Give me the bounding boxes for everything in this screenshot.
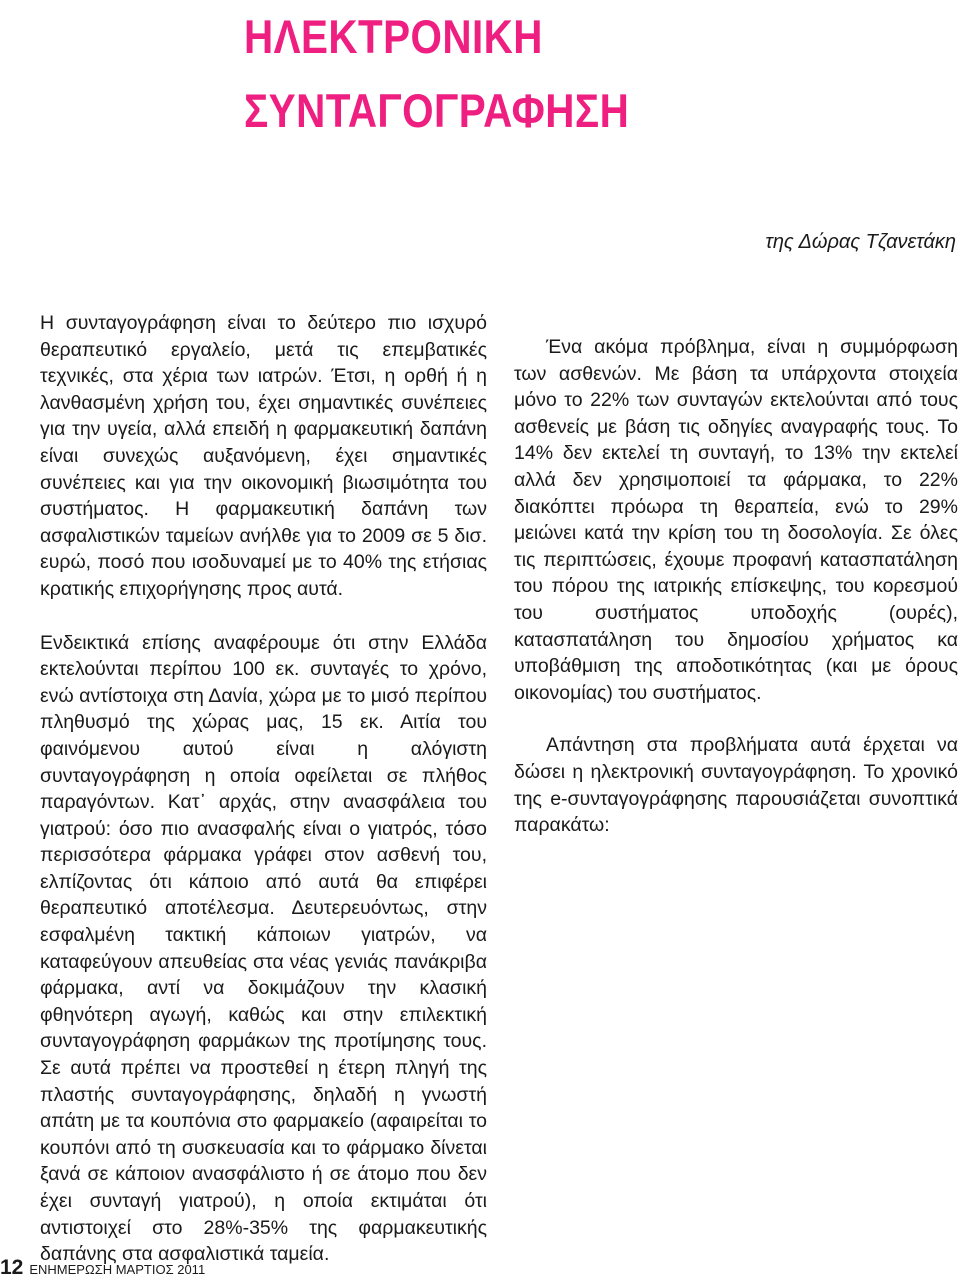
paragraph: Ενδεικτικά επίσης αναφέρουμε ότι στην Ελλάδα εκτελούνται περίπου 100 εκ. συνταγές το χρόνο, ενώ αντίστοιχα στη Δανία, χώρα με το μισό περίπου πληθυσμό της χώρας μας, 15 εκ. Αιτία του φαινόμενου αυτού είναι η αλόγιστη συνταγογράφηση η οποία οφείλεται σε πλήθος παραγόντων. Κατ᾽ αρχάς, στην ανασφάλεια του γιατρού: όσο πιο ανασφαλής είναι ο γιατρός, τόσο περισσότερα φάρμακα γράφει στον ασθενή του, ελπίζοντας ότι κάποιο από αυτά θα επιφέρει θεραπευτικό αποτέλεσμα. Δευτερευόντως, στην εσφαλμένη τακτική κάποιων γιατρών, να καταφεύγουν απευθείας στα νέας γενιάς πανάκριβα φάρμακα, αντί να δοκιμάζουν την κλασική φθηνότερη αγωγή, καθώς και στην επιλεκτική συνταγογράφηση φαρμάκων της προτίμησης τους. Σε αυτά πρέπει να προστεθεί η έτερη πληγή της πλαστής συνταγογράφησης, δηλαδή η γνωστή απάτη με τα κουπόνια στο φαρμακείο (αφαιρείται το κουπόνι από τη συσκευασία και το φάρμακο δίνεται ξανά σε κάποιον ανασφάλιστο ή σε άτομο που δεν έχει συνταγή γιατρού), η οποία εκτιμάται ότι αντιστοιχεί στο 28%-35% της φαρμακευτικής δαπάνης στα ασφαλιστικά ταμεία.	[40, 631, 487, 1266]
left-column	[40, 310, 487, 1268]
publication-name: ΕΝΗΜΕΡΩΣΗ ΜΑΡΤΙΟΣ 2011	[29, 1262, 206, 1277]
paragraph: Ένα ακόμα πρόβλημα, είναι η συμμόρφωση των ασθενών. Με βάση τα υπάρχοντα στοιχεία μόνο το 22% των συνταγών εκτελούνται από τους ασθενείς με βάση τις οδηγίες αναγραφής τους. Το 14% δεν εκτελεί τη συνταγή, το 13% την εκτελεί αλλά δεν χρησιμοποιεί τα φάρμακα, το 22% διακόπτει πρόωρα τη θεραπεία, ενώ το 29% μειώνει κατά την κρίση του τη δοσολογία. Σε όλες τις περιπτώσεις, έχουμε προφανή κατασπατάληση του πόρου της ιατρικής επίσκεψης, του κορεσμού του συστήματος υποδοχής (ουρές), κατασπατάληση του δημοσίου χρήματος κα υποβάθμιση της αποδοτικότητας (και με όρους οικονομίας) του συστήματος.	[514, 336, 958, 704]
paragraph: Απάντηση στα προβλήματα αυτά έρχεται να δώσει η ηλεκτρονική συνταγογράφηση. Το χρονικό της e-συνταγογράφησης παρουσιάζεται συνοπτικά παρακάτω:	[514, 734, 958, 837]
page-number: 12	[0, 1256, 24, 1279]
paragraph: Η συνταγογράφηση είναι το δεύτερο πιο ισχυρό θεραπευτικό εργαλείο, μετά τις επεμβατικές τεχνικές, στα χέρια των ιατρών. Έτσι, η ορθή ή η λανθασμένη χρήση του, έχει σημαντικές συνέπειες για την υγεία, αλλά επειδή η φαρμακευτική δαπάνη είναι συνεχώς αυξανόμενη, έχει σημαντικές συνέπειες και για την οικονομική βιωσιμότητα του συστήματος. Η φαρμακευτική δαπάνη των ασφαλιστικών ταμείων ανήλθε για το 2009 σε 5 δισ. ευρώ, ποσό που ισοδυναμεί με το 40% της ετήσιας κρατικής επιχορήγησης προς αυτά.	[40, 312, 487, 600]
article-title	[244, 0, 846, 148]
right-column	[514, 310, 958, 839]
page-footer	[0, 1256, 205, 1280]
author-byline: της Δώρας Τζανετάκη	[765, 231, 956, 253]
title-line-1: ΗΛΕΚΤΡΟΝΙΚΗ	[244, 10, 543, 63]
title-line-2: ΣΥΝΤΑΓΟΓΡΑΦΗΣΗ	[244, 84, 630, 137]
